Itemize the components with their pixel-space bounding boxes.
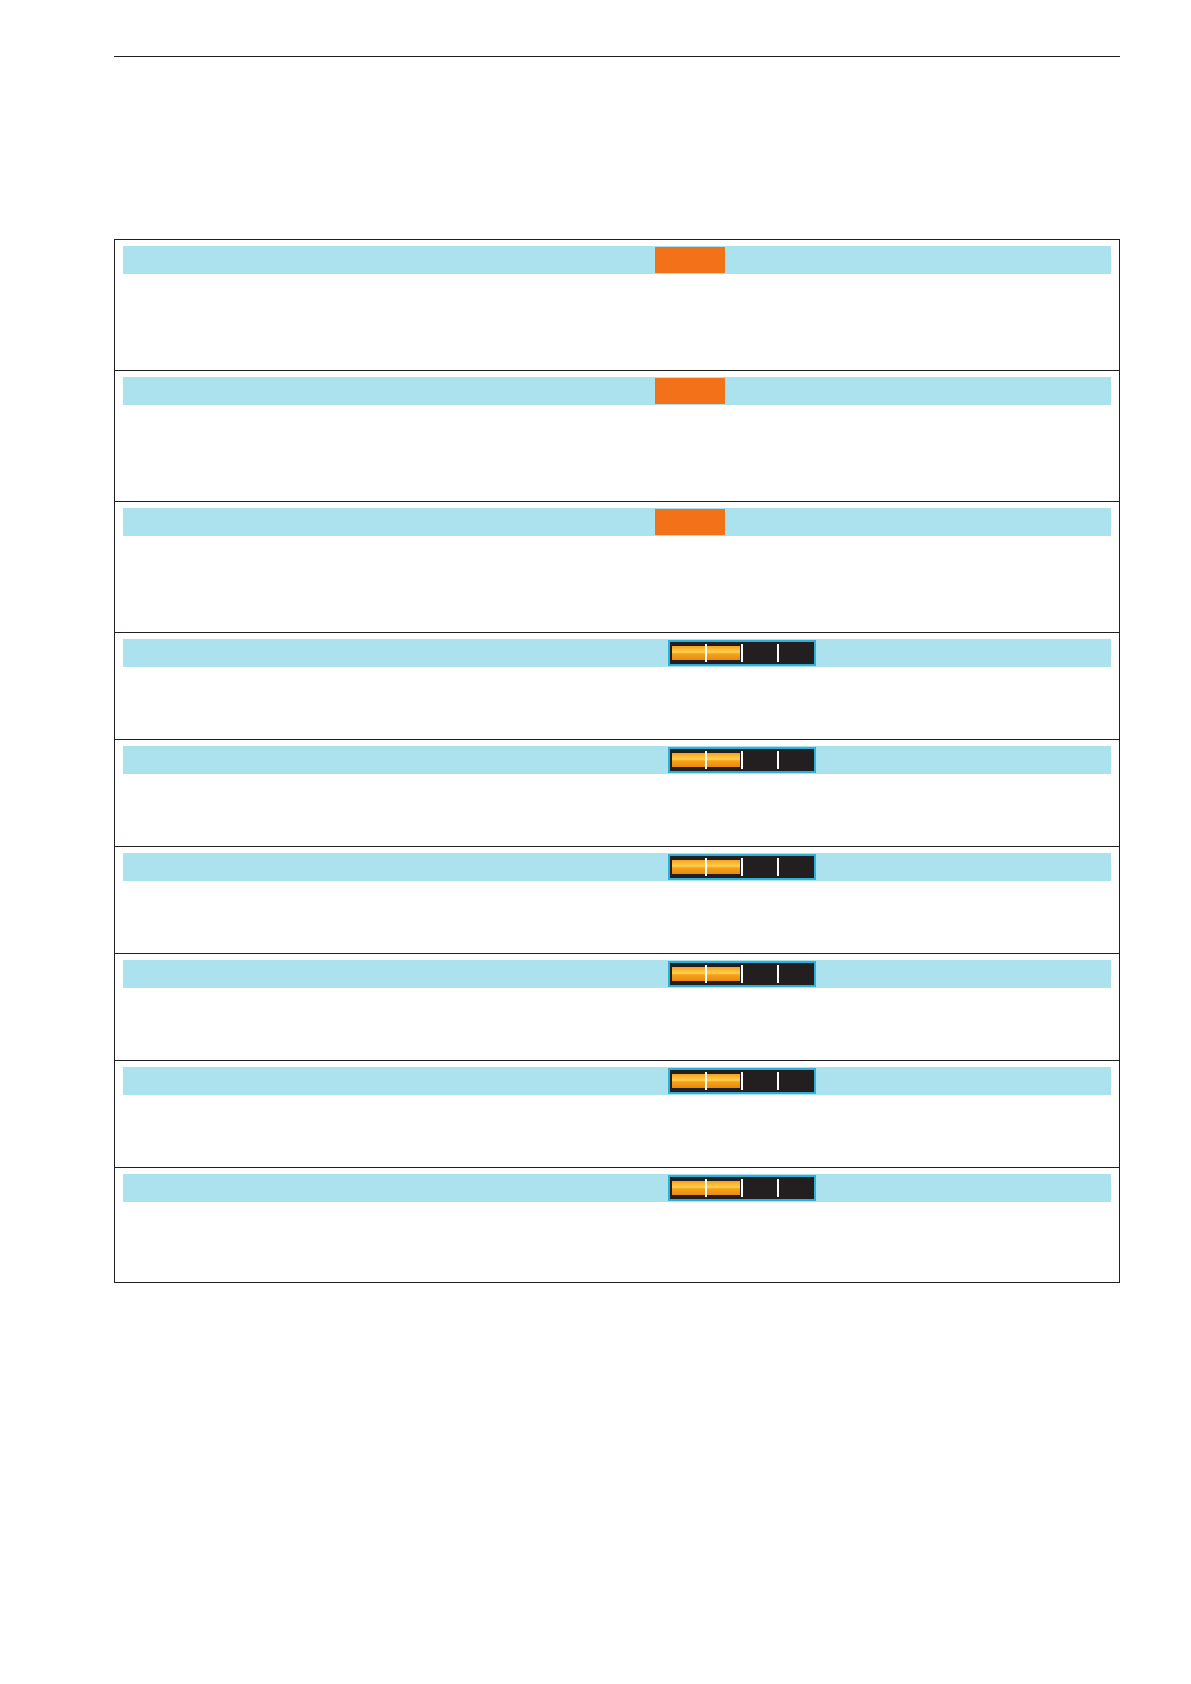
table-row [115, 633, 1119, 740]
row-header-band [123, 853, 1111, 881]
table-row [115, 847, 1119, 954]
table-row [115, 371, 1119, 502]
row-body [115, 405, 1119, 501]
row-header-band [123, 746, 1111, 774]
level-meter-tick [705, 751, 707, 769]
level-meter-tick [705, 858, 707, 876]
row-header-band [123, 1067, 1111, 1095]
level-meter-tick [777, 751, 779, 769]
level-meter-tick [741, 1072, 743, 1090]
row-header-band [123, 1174, 1111, 1202]
row-header-band [123, 377, 1111, 405]
level-meter [668, 1175, 816, 1201]
level-meter-tick [741, 965, 743, 983]
row-body [115, 881, 1119, 953]
level-meter-tick [777, 644, 779, 662]
warning-flag [655, 509, 725, 535]
level-meter-tick [741, 644, 743, 662]
level-meter-tick [705, 1072, 707, 1090]
level-meter [668, 961, 816, 987]
row-body [115, 774, 1119, 846]
row-header-band [123, 639, 1111, 667]
level-meter [668, 854, 816, 880]
level-meter-tick [741, 1179, 743, 1197]
warning-flag [655, 247, 725, 273]
row-body [115, 988, 1119, 1060]
spec-table [114, 239, 1120, 1283]
table-row [115, 740, 1119, 847]
level-meter-tick [777, 1072, 779, 1090]
table-row [115, 502, 1119, 633]
row-body [115, 274, 1119, 370]
header-rule [114, 56, 1120, 57]
table-row [115, 1061, 1119, 1168]
table-row [115, 240, 1119, 371]
row-header-band [123, 508, 1111, 536]
row-body [115, 1095, 1119, 1167]
level-meter-tick [705, 644, 707, 662]
level-meter-tick [741, 751, 743, 769]
table-row [115, 1168, 1119, 1281]
level-meter-tick [705, 1179, 707, 1197]
row-header-band [123, 960, 1111, 988]
level-meter [668, 640, 816, 666]
level-meter [668, 1068, 816, 1094]
table-row [115, 954, 1119, 1061]
level-meter-tick [777, 965, 779, 983]
row-body [115, 536, 1119, 632]
row-body [115, 667, 1119, 739]
warning-flag [655, 378, 725, 404]
level-meter [668, 747, 816, 773]
level-meter-tick [705, 965, 707, 983]
level-meter-tick [777, 858, 779, 876]
row-body [115, 1202, 1119, 1281]
level-meter-tick [777, 1179, 779, 1197]
level-meter-tick [741, 858, 743, 876]
row-header-band [123, 246, 1111, 274]
